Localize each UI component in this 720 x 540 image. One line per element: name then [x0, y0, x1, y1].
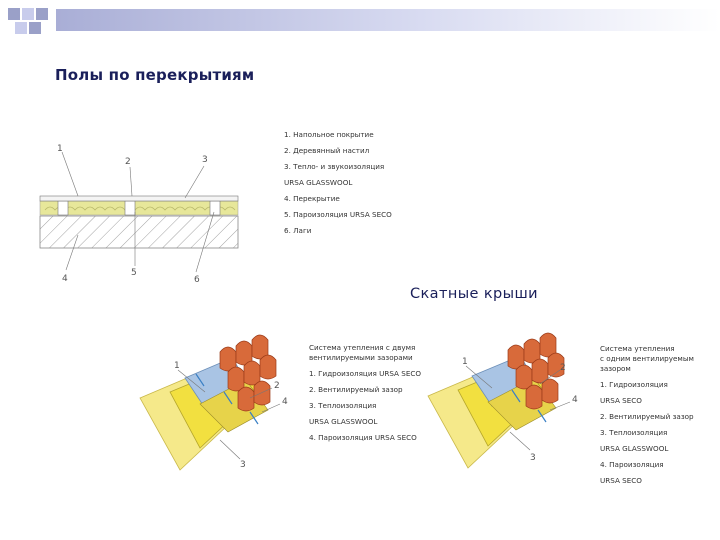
legend-item: 3. Тепло- и звукоизоляция — [284, 162, 385, 171]
legend-header: зазором — [600, 364, 631, 373]
legend-item: 1. Гидроизоляция — [600, 380, 668, 389]
legend-item: 1. Напольное покрытие — [284, 130, 374, 139]
callout-3: 3 — [530, 453, 536, 463]
legend-header: с одним вентилируемым — [600, 354, 694, 363]
legend-header: Система утепления с двумя — [309, 343, 416, 352]
page-title: Полы по перекрытиям — [55, 66, 255, 84]
legend-item: 6. Лаги — [284, 226, 312, 235]
callout-4: 4 — [282, 397, 288, 407]
legend-header: Система утепления — [600, 344, 675, 353]
legend-item: 3. Теплоизоляция — [600, 428, 668, 437]
callout-2: 2 — [125, 157, 131, 167]
legend-item: URSA GLASSWOOL — [600, 444, 669, 453]
legend-item: 4. Перекрытие — [284, 194, 340, 203]
legend-item: 4. Пароизоляция URSA SECO — [309, 433, 417, 442]
legend-item: URSA SECO — [600, 396, 642, 405]
callout-2: 2 — [274, 381, 280, 391]
legend-item: URSA GLASSWOOL — [309, 417, 378, 426]
legend-item: URSA SECO — [600, 476, 642, 485]
legend-item: 5. Пароизоляция URSA SECO — [284, 210, 392, 219]
callout-2: 2 — [560, 363, 566, 373]
callout-1: 1 — [174, 361, 180, 371]
callout-1: 1 — [462, 357, 468, 367]
section-subtitle: Скатные крыши — [410, 286, 538, 302]
legend-item: 3. Теплоизоляция — [309, 401, 377, 410]
callout-6: 6 — [194, 275, 200, 285]
legend-item: 2. Деревянный настил — [284, 146, 370, 155]
roof-right-legend — [600, 344, 694, 486]
legend-item: URSA GLASSWOOL — [284, 178, 353, 187]
callout-3: 3 — [202, 155, 208, 165]
legend-item: 1. Гидроизоляция URSA SECO — [309, 369, 422, 378]
callout-1: 1 — [57, 144, 63, 154]
callout-5: 5 — [131, 268, 137, 278]
callout-4: 4 — [62, 274, 68, 284]
legend-item: 2. Вентилируемый зазор — [600, 412, 694, 421]
callout-4: 4 — [572, 395, 578, 405]
legend-header: вентилируемыми зазорами — [309, 353, 413, 362]
callout-3: 3 — [240, 460, 246, 470]
legend-item: 2. Вентилируемый зазор — [309, 385, 403, 394]
legend-item: 4. Пароизоляция — [600, 460, 664, 469]
